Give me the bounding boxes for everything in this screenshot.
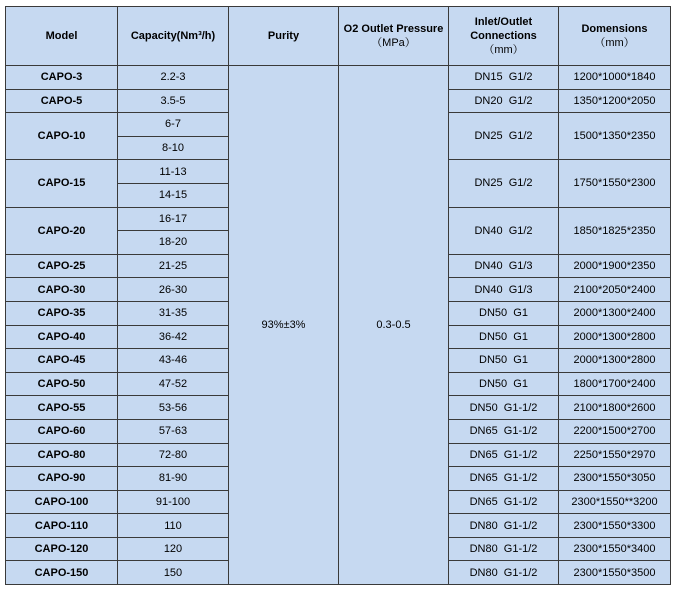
header-pressure-label: O2 Outlet Pressure [343, 23, 444, 35]
dimensions-cell: 2300*1550*3050 [559, 467, 671, 491]
dimensions-cell: 1350*1200*2050 [559, 89, 671, 113]
model-cell: CAPO-20 [6, 207, 118, 254]
capacity-cell: 21-25 [118, 254, 229, 278]
connection-cell: DN65 G1-1/2 [449, 467, 559, 491]
connection-cell: DN50 G1 [449, 372, 559, 396]
dimensions-cell: 2000*1300*2800 [559, 349, 671, 373]
header-connections-unit: （mm） [483, 44, 524, 56]
dimensions-cell: 2100*1800*2600 [559, 396, 671, 420]
connection-cell: DN65 G1-1/2 [449, 443, 559, 467]
model-cell: CAPO-60 [6, 419, 118, 443]
purity-cell: 93%±3% [229, 66, 339, 585]
header-dimensions-label: Domensions [581, 23, 648, 35]
dimensions-cell: 2300*1550**3200 [559, 490, 671, 514]
capacity-cell: 43-46 [118, 349, 229, 373]
model-cell: CAPO-100 [6, 490, 118, 514]
dimensions-cell: 2000*1300*2800 [559, 325, 671, 349]
capacity-cell: 150 [118, 561, 229, 585]
connection-cell: DN15 G1/2 [449, 66, 559, 90]
capacity-cell: 2.2-3 [118, 66, 229, 90]
header-pressure [339, 7, 449, 66]
model-cell: CAPO-10 [6, 113, 118, 160]
capacity-cell: 18-20 [118, 231, 229, 255]
model-cell: CAPO-50 [6, 372, 118, 396]
connection-cell: DN80 G1-1/2 [449, 561, 559, 585]
connection-cell: DN65 G1-1/2 [449, 419, 559, 443]
header-model: Model [6, 7, 118, 66]
model-cell: CAPO-45 [6, 349, 118, 373]
dimensions-cell: 1200*1000*1840 [559, 66, 671, 90]
capacity-cell: 81-90 [118, 467, 229, 491]
connection-cell: DN40 G1/3 [449, 254, 559, 278]
table-body [6, 66, 671, 585]
model-cell: CAPO-5 [6, 89, 118, 113]
model-cell: CAPO-15 [6, 160, 118, 207]
dimensions-cell: 2100*2050*2400 [559, 278, 671, 302]
connection-cell: DN50 G1 [449, 325, 559, 349]
capacity-cell: 16-17 [118, 207, 229, 231]
spec-table-container [5, 6, 671, 585]
capacity-cell: 36-42 [118, 325, 229, 349]
model-cell: CAPO-55 [6, 396, 118, 420]
capacity-cell: 31-35 [118, 301, 229, 325]
capacity-cell: 91-100 [118, 490, 229, 514]
header-dimensions [559, 7, 671, 66]
dimensions-cell: 1750*1550*2300 [559, 160, 671, 207]
dimensions-cell: 1800*1700*2400 [559, 372, 671, 396]
header-connections-line1: Inlet/Outlet [474, 16, 533, 28]
model-cell: CAPO-110 [6, 514, 118, 538]
model-cell: CAPO-30 [6, 278, 118, 302]
capacity-cell: 57-63 [118, 419, 229, 443]
connection-cell: DN65 G1-1/2 [449, 490, 559, 514]
capacity-cell: 26-30 [118, 278, 229, 302]
header-connections [449, 7, 559, 66]
model-cell: CAPO-40 [6, 325, 118, 349]
dimensions-cell: 2000*1300*2400 [559, 301, 671, 325]
connection-cell: DN40 G1/2 [449, 207, 559, 254]
connection-cell: DN40 G1/3 [449, 278, 559, 302]
model-cell: CAPO-150 [6, 561, 118, 585]
model-cell: CAPO-25 [6, 254, 118, 278]
dimensions-cell: 2200*1500*2700 [559, 419, 671, 443]
model-cell: CAPO-80 [6, 443, 118, 467]
connection-cell: DN80 G1-1/2 [449, 514, 559, 538]
dimensions-cell: 2300*1550*3300 [559, 514, 671, 538]
header-connections-line2: Connections [470, 30, 537, 42]
header-purity: Purity [229, 7, 339, 66]
connection-cell: DN50 G1-1/2 [449, 396, 559, 420]
dimensions-cell: 2000*1900*2350 [559, 254, 671, 278]
model-cell: CAPO-120 [6, 537, 118, 561]
model-cell: CAPO-3 [6, 66, 118, 90]
header-pressure-unit: （MPa） [371, 37, 416, 49]
pressure-cell: 0.3-0.5 [339, 66, 449, 585]
connection-cell: DN80 G1-1/2 [449, 537, 559, 561]
dimensions-cell: 2250*1550*2970 [559, 443, 671, 467]
connection-cell: DN50 G1 [449, 349, 559, 373]
header-dimensions-unit: （mm） [594, 37, 635, 49]
dimensions-cell: 1500*1350*2350 [559, 113, 671, 160]
dimensions-cell: 2300*1550*3500 [559, 561, 671, 585]
connection-cell: DN25 G1/2 [449, 113, 559, 160]
table-row [6, 66, 671, 90]
dimensions-cell: 1850*1825*2350 [559, 207, 671, 254]
connection-cell: DN50 G1 [449, 301, 559, 325]
header-capacity: Capacity(Nm³/h) [118, 7, 229, 66]
oxygen-generator-spec-table [5, 6, 671, 585]
model-cell: CAPO-35 [6, 301, 118, 325]
capacity-cell: 120 [118, 537, 229, 561]
capacity-cell: 53-56 [118, 396, 229, 420]
capacity-cell: 3.5-5 [118, 89, 229, 113]
capacity-cell: 8-10 [118, 136, 229, 160]
capacity-cell: 72-80 [118, 443, 229, 467]
capacity-cell: 110 [118, 514, 229, 538]
capacity-cell: 11-13 [118, 160, 229, 184]
capacity-cell: 6-7 [118, 113, 229, 137]
model-cell: CAPO-90 [6, 467, 118, 491]
connection-cell: DN25 G1/2 [449, 160, 559, 207]
connection-cell: DN20 G1/2 [449, 89, 559, 113]
capacity-cell: 14-15 [118, 183, 229, 207]
header-row [6, 7, 671, 66]
capacity-cell: 47-52 [118, 372, 229, 396]
dimensions-cell: 2300*1550*3400 [559, 537, 671, 561]
